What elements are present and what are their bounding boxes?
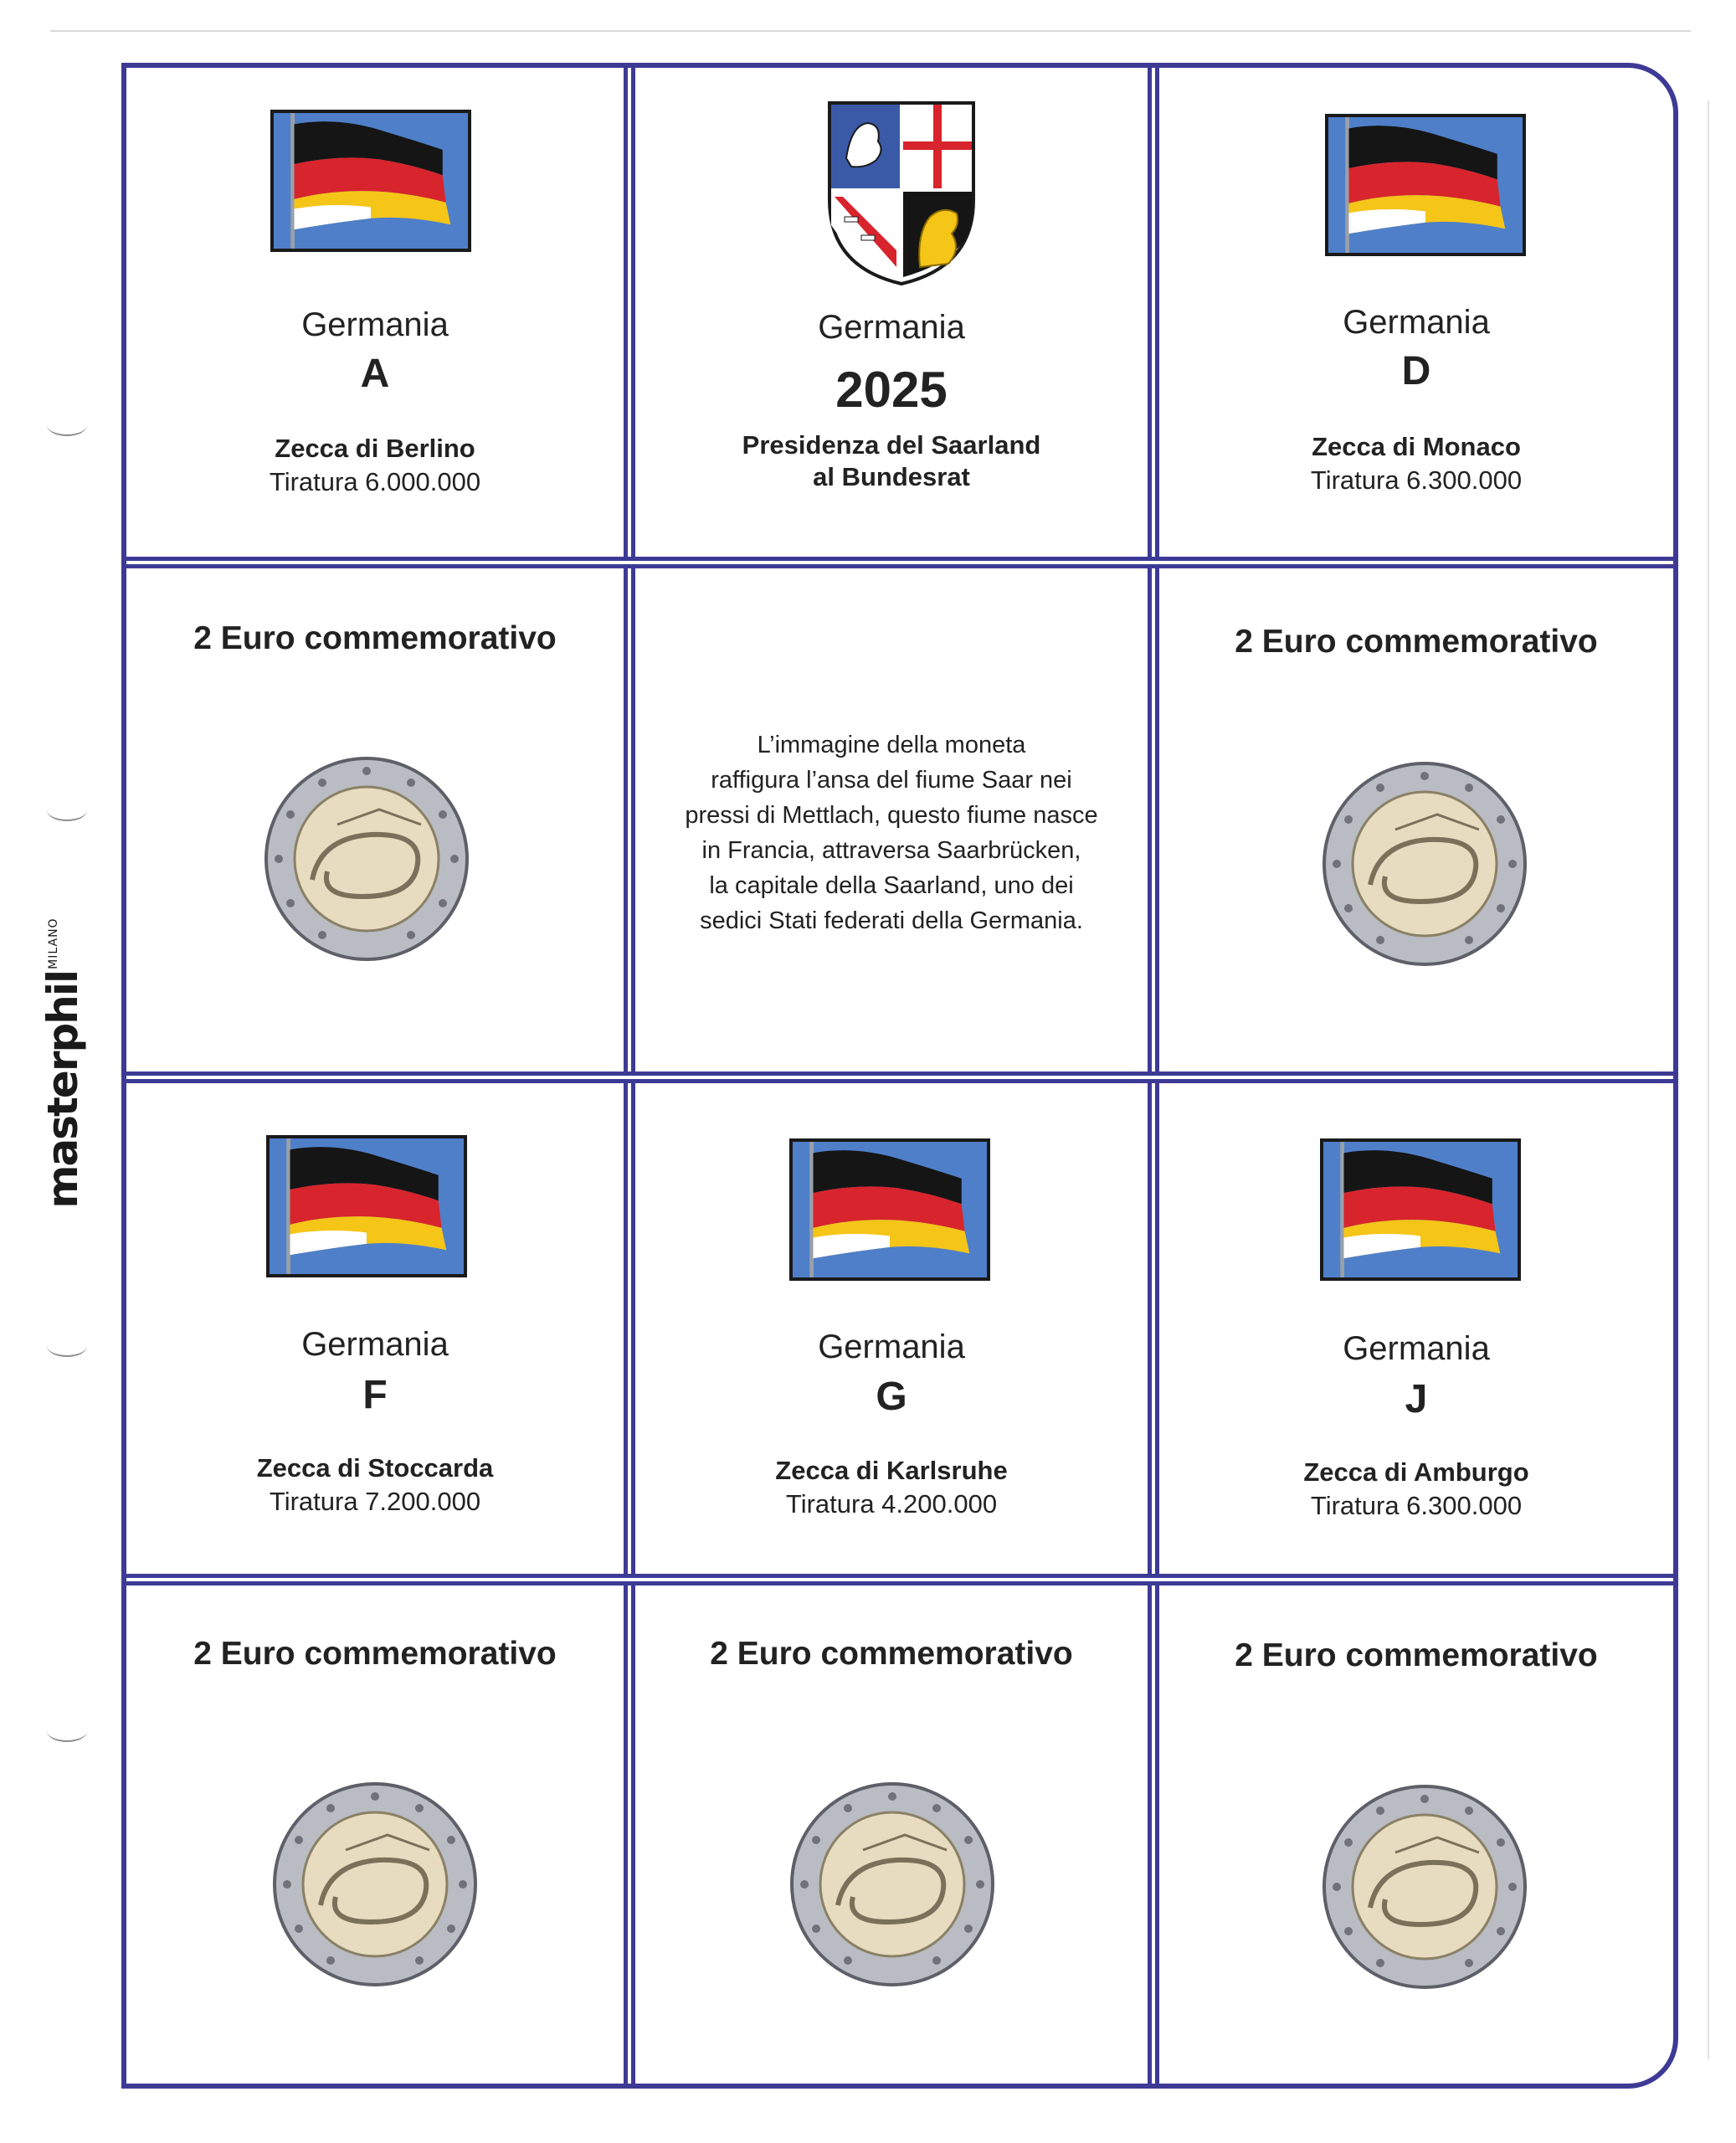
- mintage: Tiratura 6.000.000: [269, 467, 481, 496]
- mint-letter: A: [360, 352, 390, 396]
- country-name: Germania: [1343, 304, 1490, 341]
- binder-hole-1: [47, 414, 87, 436]
- two-euro-coin-icon: [270, 1780, 480, 1989]
- mint-letter: G: [876, 1375, 907, 1419]
- german-flag-graphic: [270, 1138, 464, 1274]
- coin-slot-g[interactable]: [635, 1585, 1148, 2084]
- mintage: Tiratura 4.200.000: [785, 1489, 998, 1519]
- binder-hole-3: [47, 1335, 87, 1357]
- mint-name: Zecca di Monaco: [1312, 432, 1521, 461]
- mintage: Tiratura 6.300.000: [1310, 1491, 1523, 1520]
- saarland-coat-of-arms-icon: [826, 100, 977, 288]
- two-euro-coin-icon: [788, 1780, 997, 1989]
- description-line: in Francia, attraversa Saarbrücken,: [701, 837, 1081, 864]
- mint-letter: D: [1401, 349, 1431, 393]
- coin-graphic: [1320, 759, 1529, 969]
- german-flag-icon: [266, 1135, 467, 1277]
- brand-sub: MILANO: [47, 917, 60, 969]
- two-euro-coin-icon: [1320, 1782, 1529, 1991]
- issue-year: 2025: [835, 362, 948, 418]
- coin-description-cell: [635, 568, 1148, 1072]
- coin-title: 2 Euro commemorativo: [1235, 624, 1598, 660]
- two-euro-coin-icon: [262, 754, 471, 964]
- brand-name: masterphil: [39, 970, 87, 1209]
- description-line: sedici Stati federati della Germania.: [700, 907, 1083, 934]
- coin-slot-f[interactable]: [126, 1585, 624, 2084]
- grid-divider-h3: [126, 1574, 1673, 1585]
- coin-graphic: [262, 754, 471, 964]
- country-name: Germania: [301, 1326, 449, 1363]
- event-title-line1: Presidenza del Saarland: [742, 430, 1041, 460]
- mint-name: Zecca di Amburgo: [1303, 1457, 1529, 1487]
- coin-title: 2 Euro commemorativo: [1235, 1637, 1598, 1673]
- coin-slot-j[interactable]: [1159, 1585, 1673, 2084]
- issue-header-cell: [635, 68, 1148, 557]
- coin-graphic: [1320, 1782, 1529, 1991]
- german-flag-icon: [1320, 1138, 1521, 1281]
- country-name: Germania: [818, 1328, 965, 1365]
- mint-name: Zecca di Stoccarda: [256, 1453, 494, 1483]
- mint-cell-a: [126, 68, 624, 557]
- coin-description: [652, 727, 1131, 938]
- event-title-line2: al Bundesrat: [813, 462, 970, 491]
- german-flag-graphic: [274, 113, 468, 249]
- mintage: Tiratura 6.300.000: [1310, 465, 1523, 495]
- grid-divider-h2: [126, 1072, 1673, 1083]
- coin-graphic: [788, 1780, 997, 1989]
- mint-cell-d: [1159, 68, 1673, 557]
- page-trim-right: [1708, 100, 1709, 2059]
- german-flag-icon: [789, 1138, 990, 1281]
- coin-title: 2 Euro commemorativo: [193, 620, 557, 656]
- coin-slot-d[interactable]: [1159, 568, 1673, 1072]
- german-flag-graphic: [793, 1142, 987, 1277]
- mint-cell-j: [1159, 1083, 1673, 1574]
- description-line: pressi di Mettlach, questo fiume nasce: [685, 802, 1098, 829]
- coin-title: 2 Euro commemorativo: [710, 1636, 1073, 1672]
- description-line: raffigura l’ansa del fiume Saar nei: [711, 767, 1072, 794]
- description-line: L’immagine della moneta: [757, 732, 1026, 758]
- german-flag-graphic: [1323, 1142, 1518, 1277]
- mint-letter: J: [1405, 1377, 1428, 1421]
- german-flag-icon: [1325, 114, 1526, 256]
- two-euro-coin-icon: [1320, 759, 1529, 969]
- description-line: la capitale della Saarland, uno dei: [709, 872, 1074, 899]
- page-trim-top: [50, 30, 1691, 32]
- coin-title: 2 Euro commemorativo: [193, 1636, 557, 1672]
- mint-cell-f: [126, 1083, 624, 1574]
- mint-cell-g: [635, 1083, 1148, 1574]
- country-name: Germania: [301, 306, 449, 343]
- german-flag-graphic: [1328, 117, 1523, 253]
- binder-hole-4: [47, 1720, 87, 1742]
- mint-name: Zecca di Karlsruhe: [775, 1456, 1008, 1485]
- country-name: Germania: [818, 309, 965, 346]
- mint-name: Zecca di Berlino: [275, 434, 475, 463]
- coin-graphic: [270, 1780, 480, 1989]
- grid-divider-h1: [126, 557, 1673, 568]
- mint-letter: F: [362, 1373, 388, 1417]
- brand-logo: [39, 917, 87, 1208]
- mintage: Tiratura 7.200.000: [269, 1487, 481, 1516]
- country-name: Germania: [1343, 1330, 1490, 1367]
- binder-hole-2: [47, 799, 87, 821]
- german-flag-icon: [270, 110, 471, 252]
- coin-slot-a[interactable]: [126, 568, 624, 1072]
